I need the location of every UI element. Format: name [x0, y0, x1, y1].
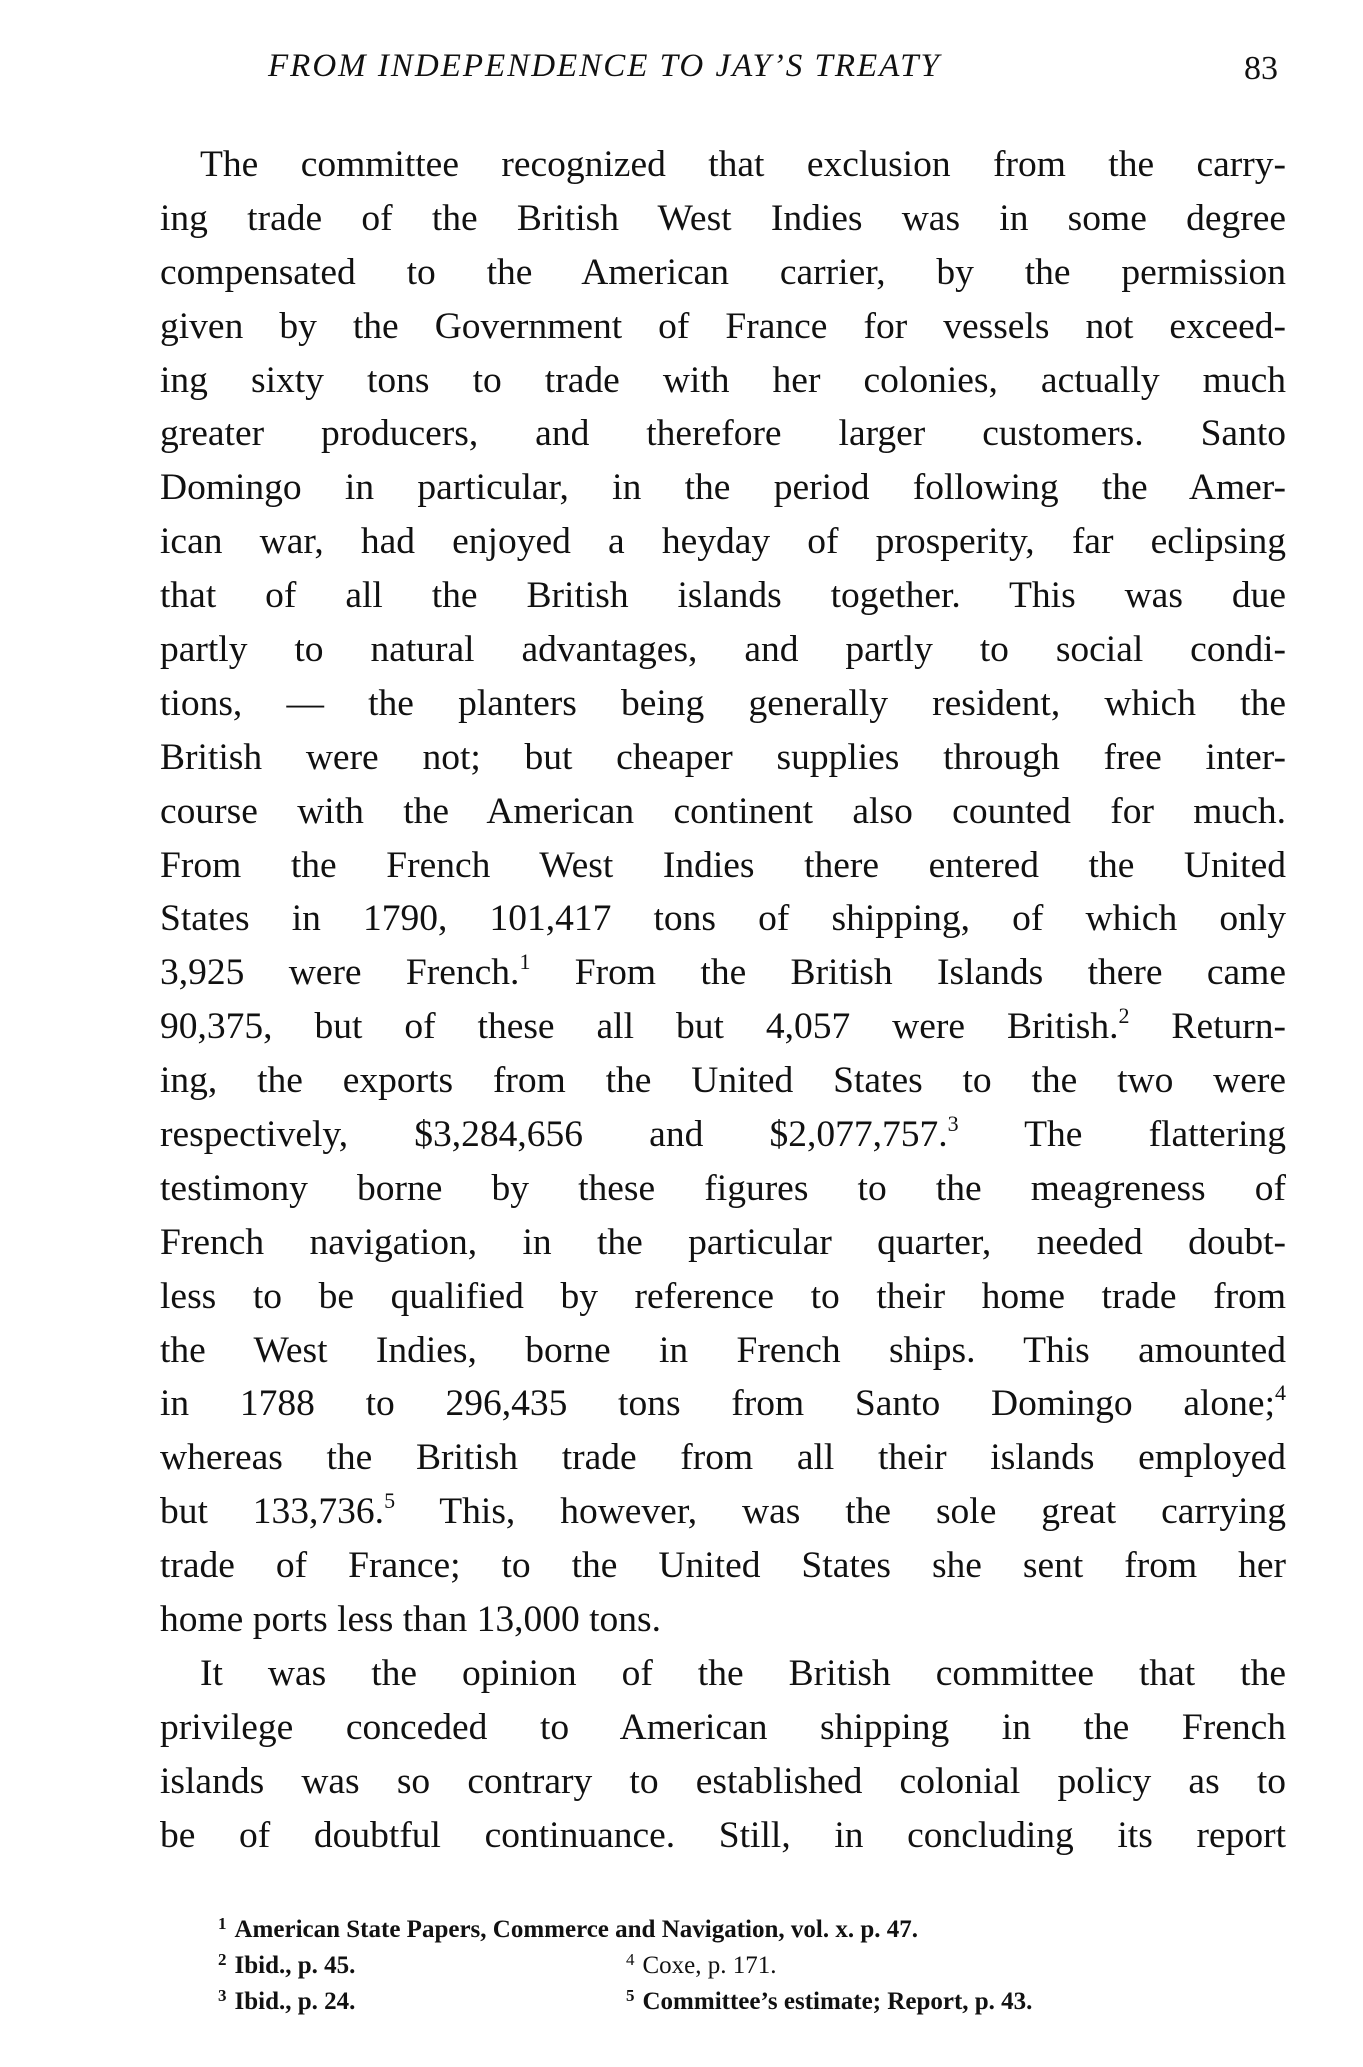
- text-line: course with the American continent also counted for much.: [160, 790, 1286, 832]
- footnote-number: 1: [218, 1914, 227, 1933]
- text-line: less to be qualified by reference to their home trade from: [160, 1275, 1286, 1317]
- footnote-row: [218, 1942, 1238, 1978]
- page-number: 83: [1244, 50, 1278, 87]
- text-line: home ports less than 13,000 tons.: [160, 1599, 662, 1641]
- footnote-ref: 5: [384, 1488, 396, 1514]
- text-segment: 3,925 were French.: [160, 952, 520, 994]
- text-line: tions, — the planters being generally resident, which the: [160, 682, 1286, 724]
- text-segment: respectively, $3,284,656 and $2,077,757.: [160, 1114, 948, 1156]
- running-head: [268, 48, 1278, 98]
- footnote-text: Ibid., p. 45.: [234, 1952, 356, 1979]
- text-line: From the French West Indies there entered the United: [160, 844, 1286, 886]
- text-line: privilege conceded to American shipping in the French: [160, 1706, 1286, 1748]
- text-segment: From the British Islands there came: [530, 952, 1286, 994]
- footnote-text: Coxe, p. 171.: [642, 1952, 777, 1979]
- footnote-row: [218, 1978, 1238, 2014]
- text-line: compensated to the American carrier, by the permission: [160, 251, 1286, 293]
- text-segment: but 133,736.: [160, 1491, 385, 1533]
- text-line: partly to natural advantages, and partly to social condi-: [160, 629, 1286, 671]
- text-segment: The flattering: [958, 1114, 1287, 1156]
- text-line: French navigation, in the particular quarter, needed doubt-: [160, 1221, 1286, 1263]
- text-line: The committee recognized that exclusion from the carry-: [200, 144, 1286, 185]
- footnote-number: 3: [218, 1986, 227, 2005]
- text-line: States in 1790, 101,417 tons of shipping, of which only: [160, 898, 1286, 940]
- footnote-number: 4: [626, 1950, 635, 1969]
- text-line: islands was so contrary to established colonial policy as to: [160, 1760, 1286, 1802]
- text-line: given by the Government of France for vessels not exceed-: [160, 305, 1286, 347]
- footnote-ref: 3: [947, 1111, 959, 1137]
- text-line: [160, 1377, 1286, 1431]
- text-segment: in 1788 to 296,435 tons from Santo Domingo alone;: [160, 1383, 1275, 1425]
- text-line: greater producers, and therefore larger customers. Santo: [160, 413, 1286, 455]
- footnote-row: [218, 1906, 1238, 1942]
- footnote-3: [218, 1978, 355, 2020]
- footnote-ref: 1: [519, 949, 531, 975]
- text-segment: This, however, was the sole great carrying: [395, 1491, 1287, 1533]
- text-segment: 90,375, but of these all but 4,057 were British.: [160, 1006, 1119, 1048]
- body-text: [160, 138, 1286, 1863]
- text-line: trade of France; to the United States she sent from her: [160, 1545, 1286, 1587]
- text-line: whereas the British trade from all their islands employed: [160, 1437, 1286, 1479]
- footnote-ref: 2: [1118, 1003, 1130, 1029]
- text-line: [160, 1000, 1286, 1054]
- text-line: Domingo in particular, in the period following the Amer-: [160, 467, 1286, 509]
- text-line: the West Indies, borne in French ships. This amounted: [160, 1329, 1286, 1371]
- footnotes: [218, 1906, 1238, 2014]
- footnote-number: 5: [626, 1986, 635, 2005]
- text-line: that of all the British islands together. This was due: [160, 575, 1286, 617]
- footnote-text: Committee’s estimate; Report, p. 43.: [642, 1988, 1033, 2015]
- footnote-ref: 4: [1275, 1380, 1286, 1406]
- text-line: [160, 1485, 1286, 1539]
- text-line: It was the opinion of the British committee that the: [200, 1652, 1286, 1694]
- text-line: [160, 946, 1286, 1000]
- text-line: be of doubtful continuance. Still, in concluding its report: [160, 1814, 1286, 1856]
- text-line: ican war, had enjoyed a heyday of prosperity, far eclipsing: [160, 521, 1286, 563]
- text-line: British were not; but cheaper supplies through free inter-: [160, 736, 1286, 778]
- text-line: testimony borne by these figures to the meagreness of: [160, 1167, 1286, 1209]
- text-line: ing, the exports from the United States to the two were: [160, 1060, 1286, 1102]
- running-title: FROM INDEPENDENCE TO JAY’S TREATY: [268, 48, 941, 84]
- text-line: [160, 1108, 1286, 1162]
- footnote-number: 2: [218, 1950, 227, 1969]
- text-line: ing sixty tons to trade with her colonies, actually much: [160, 359, 1286, 401]
- footnote-5: [626, 1978, 1032, 2020]
- footnote-text: Ibid., p. 24.: [234, 1988, 356, 2015]
- text-line: ing trade of the British West Indies was in some degree: [160, 197, 1286, 239]
- footnote-text: American State Papers, Commerce and Navigation, vol. x. p. 47.: [234, 1916, 918, 1943]
- text-segment: Return-: [1129, 1006, 1286, 1048]
